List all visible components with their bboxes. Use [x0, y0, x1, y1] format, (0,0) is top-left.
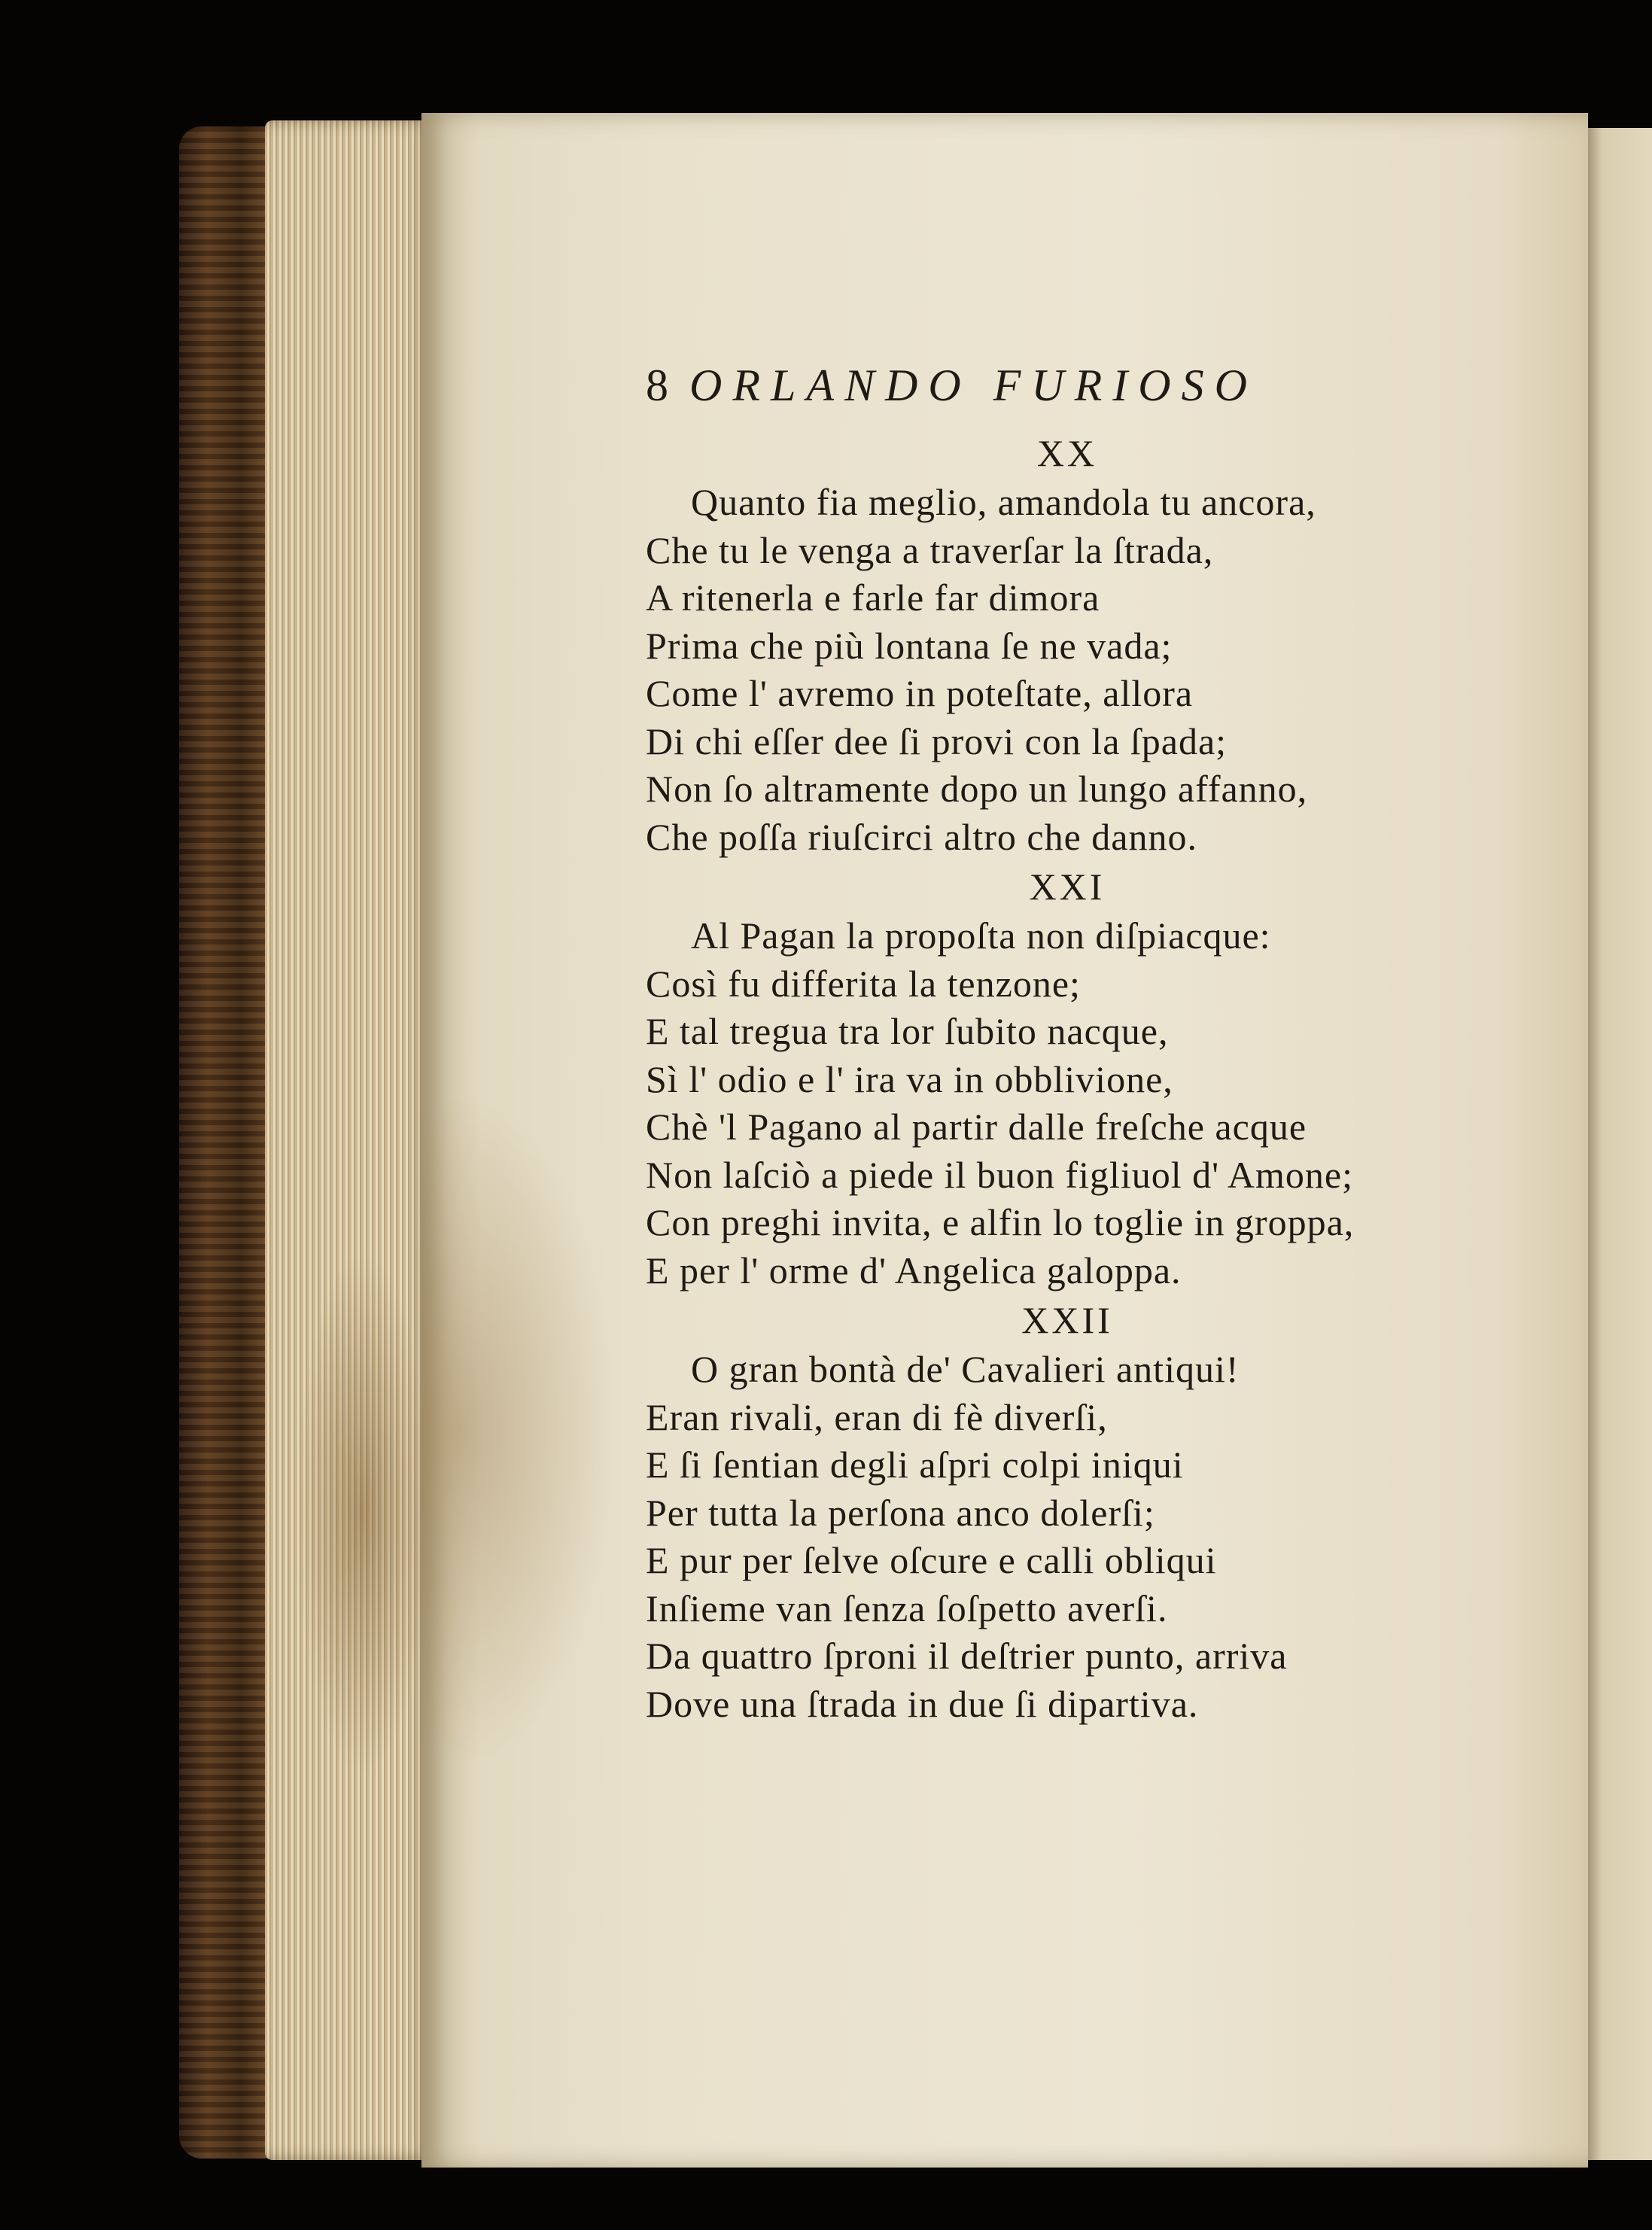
verse-line: E ſi ſentian degli aſpri colpi iniqui — [646, 1444, 1184, 1486]
page-stain — [421, 1091, 617, 1769]
verse-line: Così fu differita la tenzone; — [646, 962, 1081, 1005]
verse-line: Con preghi invita, e alfin lo toglie in groppa, — [646, 1201, 1355, 1243]
verse-line: Al Pagan la propoſta non diſpiacque: — [691, 914, 1271, 957]
verse-line: Non laſciò a piede il buon figliuol d' Amone; — [646, 1153, 1353, 1196]
stanza — [646, 427, 1519, 861]
page-number: 8 — [646, 361, 668, 410]
verse-line: O gran bontà de' Cavalieri antiqui! — [691, 1348, 1240, 1390]
verse-line: Eran rivali, eran di fè diverſi, — [646, 1395, 1108, 1438]
stanza — [646, 861, 1519, 1294]
verse-line: E pur per ſelve oſcure e calli obliqui — [646, 1539, 1217, 1581]
verse-line: Dove una ſtrada in due ſi dipartiva. — [646, 1682, 1199, 1725]
verse-line: Non ſo altramente dopo un lungo affanno, — [646, 768, 1308, 810]
verse-line: Che poſſa riuſcirci altro che danno. — [646, 815, 1197, 858]
verse-line: E per l' orme d' Angelica galoppa. — [646, 1249, 1182, 1291]
verse-line: Quanto fia meglio, amandola tu ancora, — [691, 481, 1316, 523]
stanza — [646, 1294, 1519, 1728]
stanza-number: XXI — [1029, 866, 1106, 908]
verse-line: Che tu le venga a traverſar la ſtrada, — [646, 528, 1214, 571]
stanza-number: XXII — [1021, 1299, 1113, 1341]
verse-line: E tal tregua tra lor ſubito nacque, — [646, 1010, 1169, 1052]
verse-line: Chè 'l Pagano al partir dalle freſche acque — [646, 1106, 1307, 1148]
stanza-number: XX — [1036, 432, 1098, 474]
verse-line: Inſieme van ſenza ſoſpetto averſi. — [646, 1587, 1168, 1629]
verse-line: Da quattro ſproni il deſtrier punto, arriva — [646, 1635, 1288, 1677]
page-edges — [265, 120, 434, 2160]
text-block — [646, 360, 1519, 1728]
verse-line: Come l' avremo in poteſtate, allora — [646, 672, 1194, 714]
running-title: ORLANDO FURIOSO — [689, 361, 1258, 410]
water-stain — [295, 1249, 430, 1776]
facing-page-edge — [1581, 128, 1652, 2160]
verse-line: A ritenerla e farle far dimora — [646, 577, 1100, 619]
verse-line: Per tutta la perſona anco dolerſi; — [646, 1491, 1155, 1534]
verse-line: Di chi eſſer dee ſi provi con la ſpada; — [646, 720, 1228, 762]
verse-line: Sì l' odio e l' ira va in obblivione, — [646, 1057, 1173, 1100]
verse-line: Prima che più lontana ſe ne vada; — [646, 624, 1173, 667]
running-head — [646, 360, 1519, 427]
